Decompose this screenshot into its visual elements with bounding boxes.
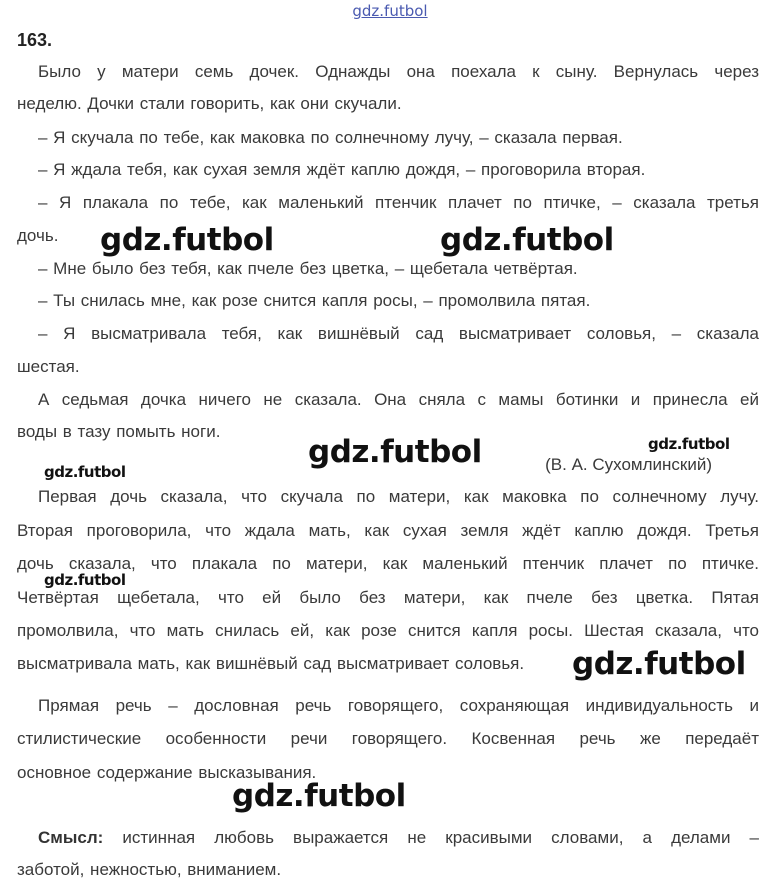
watermark-overlay: gdz.futbol xyxy=(232,778,406,814)
retelling-line: Вторая проговорила, что ждала мать, как сухая земля ждёт каплю дождя. Третья xyxy=(17,521,759,540)
retelling-line: Четвёртая щебетала, что ей было без матери, как пчеле без цветка. Пятая xyxy=(17,588,759,607)
retelling-line: Первая дочь сказала, что скучала по матери, как маковка по солнечному лучу. xyxy=(38,487,759,506)
story-line: – Мне было без тебя, как пчеле без цветка, – щебетала четвёртая. xyxy=(38,259,578,278)
watermark-link[interactable]: gdz.futbol xyxy=(352,2,428,20)
meaning-text: истинная любовь выражается не красивыми словами, а делами – xyxy=(103,828,759,847)
story-line: – Ты снилась мне, как розе снится капля росы, – промолвила пятая. xyxy=(38,291,591,310)
definition-line: стилистические особенности речи говорящего. Косвенная речь же передаёт xyxy=(17,729,759,748)
meaning-label: Смысл: xyxy=(38,828,104,847)
retelling-line: дочь сказала, что плакала по матери, как маленький птенчик плачет по птичке. xyxy=(17,554,759,573)
story-line: – Я ждала тебя, как сухая земля ждёт каплю дождя, – проговорила вторая. xyxy=(38,160,646,179)
definition-line: Прямая речь – дословная речь говорящего, сохраняющая индивидуальность и xyxy=(38,696,759,715)
watermark-overlay: gdz.futbol xyxy=(100,222,274,258)
story-line: – Я высматривала тебя, как вишнёвый сад высматривает соловья, – сказала xyxy=(38,324,759,343)
story-line: – Я скучала по тебе, как маковка по солнечному лучу, – сказала первая. xyxy=(38,128,623,147)
watermark-overlay: gdz.futbol xyxy=(308,434,482,470)
watermark-overlay: gdz.futbol xyxy=(648,435,730,453)
watermark-overlay: gdz.futbol xyxy=(44,571,126,589)
retelling-line: высматривала мать, как вишнёвый сад высматривает соловья. xyxy=(17,654,525,673)
watermark-overlay: gdz.futbol xyxy=(44,463,126,481)
meaning-line: заботой, нежностью, вниманием. xyxy=(17,860,282,879)
story-line: – Я плакала по тебе, как маленький птенчик плачет по птичке, – сказала третья xyxy=(38,193,759,212)
story-line: дочь. xyxy=(17,226,59,245)
story-line: воды в тазу помыть ноги. xyxy=(17,422,221,441)
task-number: 163. xyxy=(17,30,53,50)
definition-line: основное содержание высказывания. xyxy=(17,763,317,782)
story-line: шестая. xyxy=(17,357,80,376)
watermark-overlay: gdz.futbol xyxy=(440,222,614,258)
story-line: неделю. Дочки стали говорить, как они скучали. xyxy=(17,94,402,113)
story-line: Было у матери семь дочек. Однажды она поехала к сыну. Вернулась через xyxy=(38,62,759,81)
meaning-line xyxy=(38,827,759,849)
retelling-line: промолвила, что мать снилась ей, как розе снится капля росы. Шестая сказала, что xyxy=(17,621,759,640)
author-attribution: (В. А. Сухомлинский) xyxy=(545,455,712,474)
story-line: А седьмая дочка ничего не сказала. Она сняла с мамы ботинки и принесла ей xyxy=(38,390,759,409)
watermark-overlay: gdz.futbol xyxy=(572,646,746,682)
